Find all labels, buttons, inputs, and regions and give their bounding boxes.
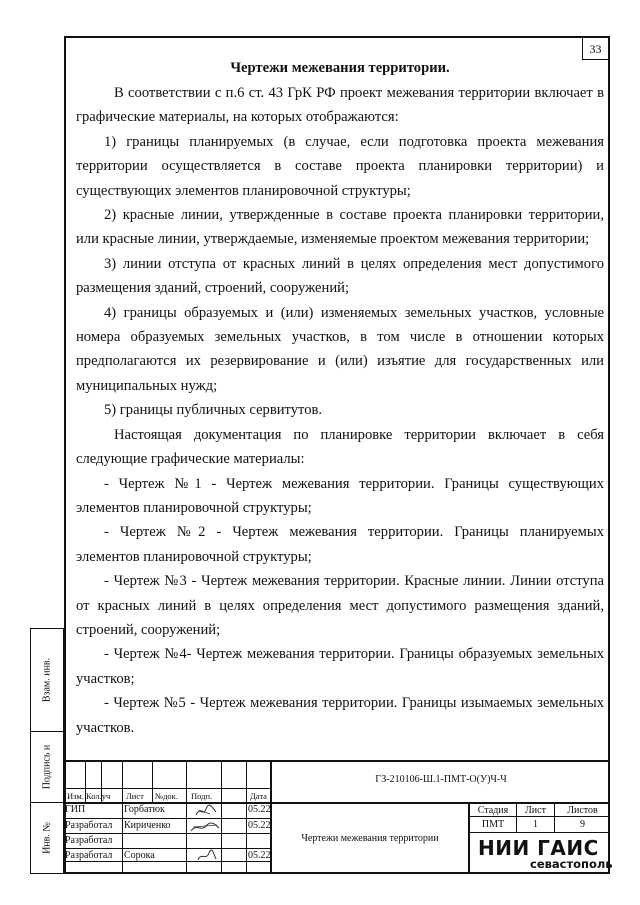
drawing-item: - Чертеж №1 - Чертеж межевания территории. Границы существующих элементов планировочной структуры;: [76, 475, 604, 516]
tb-line: [64, 848, 270, 849]
tb-line: [186, 760, 187, 874]
drawing-item: - Чертеж №3 - Чертеж межевания территории. Красные линии. Линии отступа от красных линий в целях определения мест допустимого размещения зданий, строений, сооружений;: [76, 573, 604, 638]
list-item: 3) линии отступа от красных линий в целях определения мест допустимого размещения зданий, строений, сооружений;: [76, 255, 604, 297]
tb-role: ГИП: [65, 804, 86, 815]
tb-header-list: Лист: [126, 791, 144, 801]
org-logo-city: севастополь: [530, 857, 613, 871]
org-logo-name: НИИ ГАИС: [478, 836, 599, 860]
signature-kirichenko: [189, 819, 221, 835]
tb-name: Кириченко: [124, 820, 171, 831]
list-item: 2) красные линии, утвержденные в составе проекта планировки территории, или красные линии, утверждаемые, изменяемые проектом межевания территории;: [76, 207, 604, 248]
tb-header-izm: Изм.: [67, 791, 84, 801]
tb-line: [64, 818, 270, 819]
sheets-label: Листов: [567, 805, 598, 816]
tb-header-data: Дата: [250, 791, 267, 801]
drawing-item: - Чертеж №5 - Чертеж межевания территории. Границы изымаемых земельных участков.: [76, 695, 604, 736]
drawing-item: - Чертеж №4- Чертеж межевания территории. Границы образуемых земельных участков;: [76, 646, 604, 687]
tb-date: 05.22: [248, 820, 271, 831]
list-item: 5) границы публичных сервитутов.: [104, 402, 323, 419]
sheet-label: Лист: [525, 805, 546, 816]
vzam-inv-label: Взам. инв.: [41, 657, 53, 703]
title-block: [64, 760, 613, 874]
tb-line: [122, 760, 123, 874]
tb-line: [468, 816, 610, 817]
tb-role: Разработал: [65, 835, 113, 846]
document-name: Чертежи межевания территории: [301, 833, 439, 844]
drawing-item: - Чертеж №2 - Чертеж межевания территории. Границы планируемых элементов планировочной структуры;: [76, 524, 604, 565]
list-item: 1) границы планируемых (в случае, если подготовка проекта межевания территории осуществляется в составе проекта планировки территории) и существующих элементов планировочной структуры;: [76, 133, 604, 199]
sheets-value: 9: [580, 819, 585, 830]
podpis-cell: [30, 731, 64, 803]
tb-line: [64, 788, 270, 789]
inv-cell: [30, 802, 64, 874]
signature-gorbatyuk: [194, 804, 218, 818]
document-body: [76, 56, 604, 740]
tb-line: [64, 833, 270, 834]
sheet-value: 1: [533, 819, 538, 830]
document-title: Чертежи межевания территории.: [230, 60, 450, 76]
tb-line: [221, 760, 222, 874]
tb-date: 05.22: [248, 850, 271, 861]
tb-header-ndok: №док.: [155, 791, 178, 801]
page-number: 33: [582, 38, 608, 60]
stage-value: ПМТ: [481, 819, 505, 830]
tb-line: [468, 832, 610, 833]
signature-soroka: [196, 849, 218, 863]
document-code: ГЗ-210106-Ш.1-ПМТ-О(У)Ч-Ч: [375, 774, 507, 785]
tb-header-koluch: Кол.уч: [86, 791, 111, 801]
tb-line: [246, 760, 247, 874]
tb-line: [64, 760, 610, 762]
inv-label: Инв. №: [41, 822, 53, 854]
tb-line: [152, 760, 153, 802]
stage-label: Стадия: [477, 805, 509, 816]
tb-date: 05.22: [248, 804, 271, 815]
side-binding-field: [30, 628, 64, 874]
paragraph: Настоящая документация по планировке территории включает в себя следующие графические материалы:: [76, 426, 604, 468]
tb-role: Разработал: [65, 820, 113, 831]
paragraph: В соответствии с п.6 ст. 43 ГрК РФ проект межевания территории включает в графические материалы, на которых отображаются:: [76, 85, 604, 126]
podpis-label: Подпись и: [41, 744, 53, 790]
tb-name: Сорока: [124, 850, 155, 861]
vzam-inv-cell: [30, 628, 64, 732]
tb-line: [64, 861, 270, 862]
tb-name: Горбатюк: [124, 804, 165, 815]
list-item: 4) границы образуемых и (или) изменяемых земельных участков, условные номера образуемых земельных участков, в том числе в отношении которых предполагаются их резервирование и (или) изъятие для государственных или муниципальных нужд;: [76, 304, 604, 394]
tb-header-podp: Подп.: [191, 791, 213, 801]
tb-role: Разработал: [65, 850, 113, 861]
